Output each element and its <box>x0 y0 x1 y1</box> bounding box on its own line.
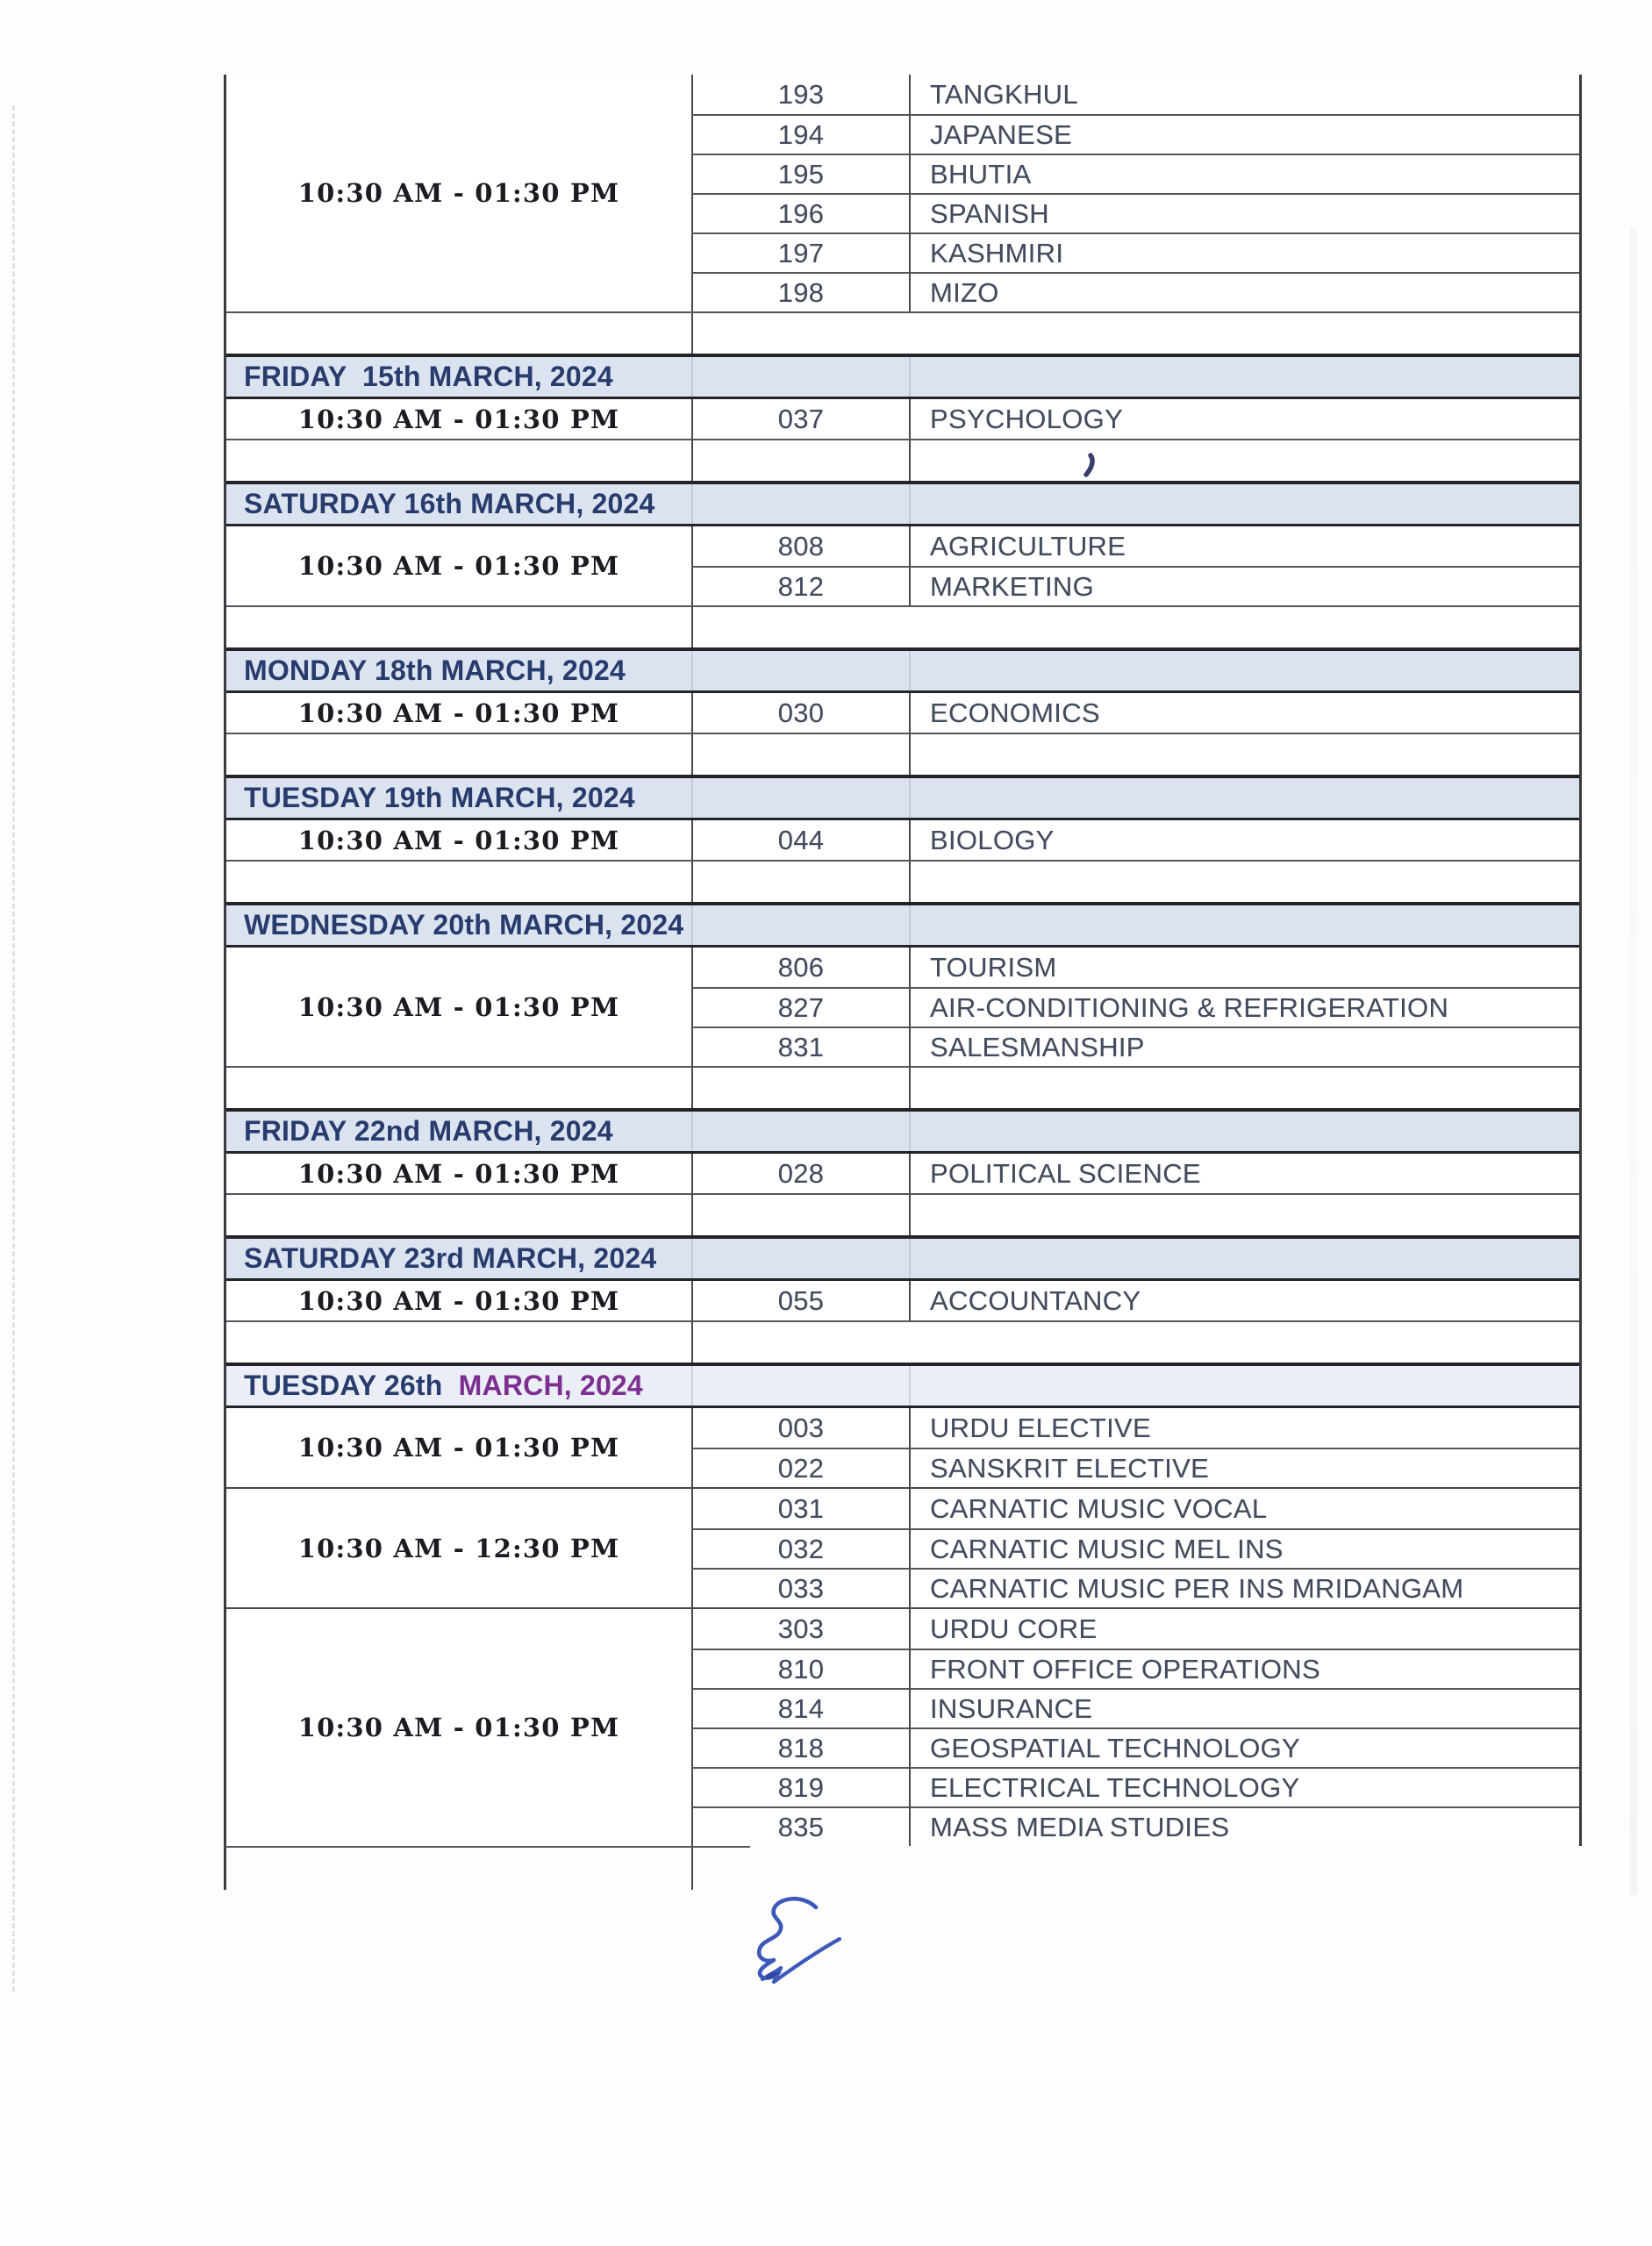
subject-code: 196 <box>691 193 909 232</box>
subject-name: URDU CORE <box>909 1609 1579 1649</box>
exam-time: 10:30 AM - 01:30 PM <box>297 551 620 581</box>
subject-name: FRONT OFFICE OPERATIONS <box>909 1649 1579 1688</box>
subject-code: 037 <box>691 399 909 439</box>
day-header-band <box>226 902 1579 948</box>
subject-name: KASHMIRI <box>909 232 1579 272</box>
column-divider <box>909 734 911 775</box>
day-header-label <box>226 488 655 520</box>
column-divider-faint <box>691 357 693 397</box>
subject-name: SANSKRIT ELECTIVE <box>909 1448 1579 1487</box>
column-divider-faint <box>691 1112 693 1151</box>
subject-code: 812 <box>691 566 909 605</box>
column-divider-faint <box>691 905 693 945</box>
subject-code: 814 <box>691 1688 909 1727</box>
subject-name: SALESMANSHIP <box>909 1026 1579 1066</box>
column-divider <box>909 1068 911 1108</box>
day-header-label <box>226 1370 643 1402</box>
exam-time: 10:30 AM - 01:30 PM <box>297 1158 620 1189</box>
exam-time: 10:30 AM - 01:30 PM <box>297 825 620 855</box>
exam-timetable <box>224 75 1582 1890</box>
subject-name: PSYCHOLOGY <box>909 399 1579 439</box>
subject-name: JAPANESE <box>909 114 1579 154</box>
day-header-label <box>226 909 683 941</box>
column-divider-faint <box>691 651 693 690</box>
subject-name: ELECTRICAL TECHNOLOGY <box>909 1767 1579 1806</box>
column-divider <box>691 1322 693 1363</box>
day-header-text: MARCH, 2024 <box>450 1370 643 1401</box>
column-divider <box>691 1195 693 1235</box>
subject-code: 055 <box>691 1281 909 1320</box>
day-header-label <box>226 782 635 814</box>
exam-time: 10:30 AM - 01:30 PM <box>297 1713 620 1742</box>
day-header-text: SATURDAY 23rd MARCH, 2024 <box>244 1242 657 1274</box>
scan-artifact-smudge <box>1630 228 1637 1895</box>
exam-time: 10:30 AM - 01:30 PM <box>297 697 620 728</box>
day-header-band <box>226 647 1579 693</box>
column-divider-faint <box>909 905 911 945</box>
schedule-group <box>226 1607 1579 1846</box>
column-divider-faint <box>691 778 693 818</box>
spacer-row <box>226 1193 1579 1235</box>
column-divider <box>691 1848 693 1890</box>
subject-name: MIZO <box>909 272 1579 311</box>
subject-code: 806 <box>691 948 909 987</box>
spacer-row <box>226 439 1579 481</box>
day-header-band <box>226 1363 1579 1408</box>
exam-time: 10:30 AM - 01:30 PM <box>297 1433 620 1463</box>
subject-name: TANGKHUL <box>909 75 1579 114</box>
exam-time: 10:30 AM - 01:30 PM <box>297 404 620 434</box>
column-divider-faint <box>909 1239 911 1278</box>
schedule-group <box>226 1154 1579 1193</box>
subject-code: 028 <box>691 1154 909 1193</box>
schedule-group <box>226 693 1579 733</box>
subject-name: BIOLOGY <box>909 820 1579 860</box>
column-divider-faint <box>909 1366 911 1406</box>
spacer-row <box>226 1066 1579 1108</box>
day-header-label <box>226 1242 656 1275</box>
subject-code: 831 <box>691 1026 909 1066</box>
exam-time: 10:30 AM - 12:30 PM <box>297 1533 620 1563</box>
subject-code: 808 <box>691 526 909 566</box>
day-header-text: FRIDAY 15th MARCH, 2024 <box>244 361 613 392</box>
schedule-group <box>226 75 1579 311</box>
subject-code: 031 <box>691 1489 909 1528</box>
subject-name: ACCOUNTANCY <box>909 1281 1579 1320</box>
schedule-group <box>226 1408 1579 1487</box>
ink-mark <box>1082 453 1096 477</box>
subject-name: AGRICULTURE <box>909 526 1579 566</box>
subject-code: 003 <box>691 1408 909 1448</box>
day-header-band <box>226 1235 1579 1281</box>
schedule-group <box>226 1281 1579 1320</box>
column-divider <box>909 862 911 902</box>
subject-name: TOURISM <box>909 948 1579 987</box>
column-divider <box>691 607 693 647</box>
subject-code: 198 <box>691 272 909 311</box>
column-divider <box>691 1068 693 1108</box>
subject-name: CARNATIC MUSIC VOCAL <box>909 1489 1579 1528</box>
subject-name: POLITICAL SCIENCE <box>909 1154 1579 1193</box>
subject-code: 827 <box>691 987 909 1026</box>
day-header-text: TUESDAY 26th <box>244 1370 451 1401</box>
subject-code: 193 <box>691 75 909 114</box>
day-header-text: MONDAY 18th MARCH, 2024 <box>244 654 626 686</box>
subject-name: GEOSPATIAL TECHNOLOGY <box>909 1727 1579 1767</box>
subject-name: SPANISH <box>909 193 1579 232</box>
spacer-row <box>226 733 1579 775</box>
spacer-row <box>226 605 1579 647</box>
column-divider-faint <box>909 651 911 690</box>
column-divider <box>691 734 693 775</box>
spacer-row <box>226 311 1579 354</box>
schedule-group <box>226 948 1579 1066</box>
scan-artifact-line <box>12 105 15 1992</box>
column-divider <box>909 1195 911 1235</box>
schedule-group <box>226 399 1579 439</box>
subject-name: INSURANCE <box>909 1688 1579 1727</box>
subject-name: URDU ELECTIVE <box>909 1408 1579 1448</box>
spacer-row <box>226 860 1579 902</box>
subject-name: CARNATIC MUSIC MEL INS <box>909 1528 1579 1568</box>
subject-name: ECONOMICS <box>909 693 1579 733</box>
subject-name: BHUTIA <box>909 154 1579 193</box>
column-divider <box>691 862 693 902</box>
exam-table-main <box>224 75 1582 1846</box>
column-divider-faint <box>909 484 911 524</box>
schedule-group <box>226 820 1579 860</box>
column-divider <box>691 440 693 481</box>
day-header-label <box>226 361 613 393</box>
day-header-band <box>226 1108 1579 1154</box>
day-header-text: TUESDAY 19th MARCH, 2024 <box>244 782 635 813</box>
day-header-text: SATURDAY 16th MARCH, 2024 <box>244 488 655 519</box>
exam-time: 10:30 AM - 01:30 PM <box>297 1285 620 1316</box>
subject-code: 033 <box>691 1568 909 1607</box>
exam-time: 10:30 AM - 01:30 PM <box>297 178 620 208</box>
column-divider-faint <box>691 484 693 524</box>
subject-code: 030 <box>691 693 909 733</box>
subject-code: 818 <box>691 1727 909 1767</box>
subject-code: 835 <box>691 1806 909 1846</box>
column-divider-faint <box>691 1366 693 1406</box>
subject-code: 044 <box>691 820 909 860</box>
subject-code: 810 <box>691 1649 909 1688</box>
day-header-band <box>226 354 1579 399</box>
day-header-text: FRIDAY 22nd MARCH, 2024 <box>244 1115 613 1147</box>
subject-code: 032 <box>691 1528 909 1568</box>
schedule-group <box>226 526 1579 605</box>
column-divider <box>909 440 911 481</box>
subject-name: AIR-CONDITIONING & REFRIGERATION <box>909 987 1579 1026</box>
day-header-text: WEDNESDAY 20th MARCH, 2024 <box>244 909 684 941</box>
day-header-label <box>226 654 626 687</box>
column-divider-faint <box>909 778 911 818</box>
spacer-row <box>226 1320 1579 1363</box>
subject-name: MASS MEDIA STUDIES <box>909 1806 1579 1846</box>
subject-name: MARKETING <box>909 566 1579 605</box>
subject-code: 022 <box>691 1448 909 1487</box>
day-header-band <box>226 775 1579 820</box>
column-divider-faint <box>909 1112 911 1151</box>
subject-code: 303 <box>691 1609 909 1649</box>
schedule-group <box>226 1487 1579 1607</box>
day-header-label <box>226 1115 613 1148</box>
subject-name: CARNATIC MUSIC PER INS MRIDANGAM <box>909 1568 1579 1607</box>
day-header-band <box>226 481 1579 526</box>
subject-code: 819 <box>691 1767 909 1806</box>
exam-time: 10:30 AM - 01:30 PM <box>297 991 620 1022</box>
column-divider-faint <box>909 357 911 397</box>
table-cut-row <box>224 1846 750 1890</box>
subject-code: 194 <box>691 114 909 154</box>
column-divider-faint <box>691 1239 693 1278</box>
subject-code: 195 <box>691 154 909 193</box>
column-divider <box>691 313 693 354</box>
subject-code: 197 <box>691 232 909 272</box>
signature-ink <box>737 1895 847 1987</box>
